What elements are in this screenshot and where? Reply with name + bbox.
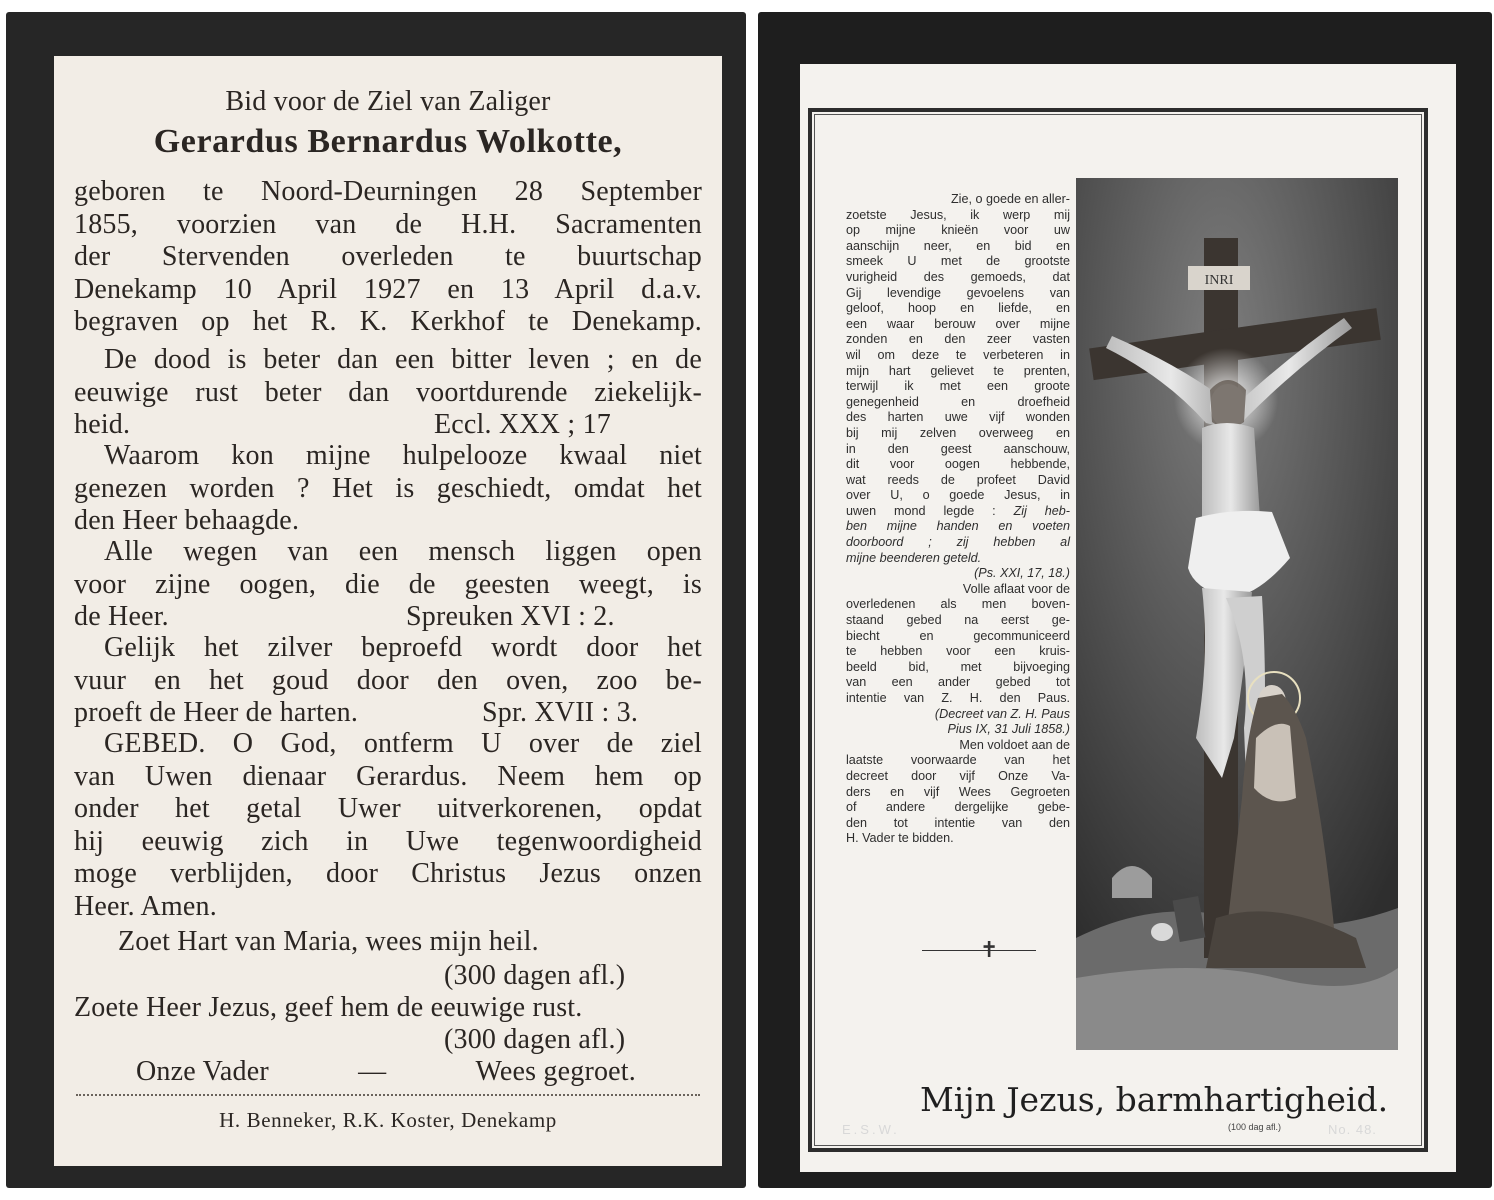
biography xyxy=(74,176,702,339)
prayer-line: Heer. Amen. xyxy=(74,890,217,922)
deceased-name: Gerardus Bernardus Wolkotte, xyxy=(153,123,623,160)
prayer-line: Gij levendige gevoelens van xyxy=(846,285,1070,300)
dotted-divider xyxy=(76,1094,700,1096)
verse-text: proeft de Heer de harten. xyxy=(74,697,359,728)
bio-line: geboren te Noord-Deurningen 28 September xyxy=(74,176,702,207)
verse-last-line xyxy=(74,697,702,730)
aspiration-maria: Zoet Hart van Maria, wees mijn heil. xyxy=(118,926,539,957)
bio-line: Denekamp 10 April 1927 en 13 April d.a.v. xyxy=(74,273,702,305)
verse-line: genezen worden ? Het is geschiedt, omdat het xyxy=(74,472,702,504)
prayer-line: van Uwen dienaar Gerardus. Neem hem op xyxy=(74,760,702,792)
printer-credit: H. Benneker, R.K. Koster, Denekamp xyxy=(219,1108,557,1132)
prayer-line: des harten uwe vijf wonden xyxy=(846,410,1070,425)
bio-line: 1855, voorzien van de H.H. Sacramenten xyxy=(74,208,702,240)
condition-text xyxy=(846,738,1070,847)
prayer-line: overledenen als men boven- xyxy=(846,597,1070,612)
prayer-line: op mijne knieën voor uw xyxy=(846,223,1070,238)
verse-last-line xyxy=(74,409,702,442)
verse-line: vuur en het goud door den oven, zoo be- xyxy=(74,664,702,696)
card-number: No. 48. xyxy=(1328,1122,1377,1137)
prayer-line: genegenheid en droefheid xyxy=(846,394,1070,409)
prayer-line: bij mij zelven overweeg en xyxy=(846,425,1070,440)
prayer-line: laatste voorwaarde van het xyxy=(846,753,1070,768)
indulgence-maria: (300 dagen afl.) xyxy=(444,960,626,991)
verse-reference: Spreuken XVI : 2. xyxy=(406,601,615,632)
memorial-card-right xyxy=(758,12,1492,1188)
prayer-line: of andere dergelijke gebe- xyxy=(846,800,1070,815)
crucifixion-image xyxy=(1076,178,1398,1050)
prayer-line: hij eeuwig zich in Uwe tegenwoordigheid xyxy=(74,825,702,857)
verse-line: De dood is beter dan een bitter leven ; en de xyxy=(104,344,702,375)
prayer-line: vurigheid des gemoeds, dat xyxy=(846,269,1070,284)
cross-ornament-icon: ✝ xyxy=(980,938,999,963)
prayer-line: ders en vijf Wees Gegroeten xyxy=(846,784,1070,799)
verse-eccl xyxy=(74,344,702,442)
decree-reference xyxy=(846,707,1070,738)
motto-indulgence: (100 dag afl.) xyxy=(1228,1122,1282,1132)
inri-sign: INRI xyxy=(1204,273,1234,288)
verse-reference: Spr. XVII : 3. xyxy=(482,697,639,728)
prayer-line: mijn hart gelievet te prenten, xyxy=(846,363,1070,378)
prayer-line-text: uwen mond legde : xyxy=(846,503,996,518)
prayer-gebed xyxy=(74,728,702,923)
aspiration-jezus: Zoete Heer Jezus, geef hem de eeuwige rust. xyxy=(74,992,583,1023)
publisher-mark: E.S.W. xyxy=(842,1122,900,1137)
verse-line: Waarom kon mijne hulpelooze kwaal niet xyxy=(104,440,702,471)
psalm-quote xyxy=(846,519,1070,581)
prayer-line: terwijl ik met een groote xyxy=(846,379,1070,394)
verse-spreuken xyxy=(74,536,702,634)
prayer-line: geloof, hoop en liefde, en xyxy=(846,301,1070,316)
prayer-line: decreet door vijf Onze Va- xyxy=(846,768,1070,783)
prayer-line: biecht en gecommuniceerd xyxy=(846,628,1070,643)
motto: Mijn Jezus, barmhartigheid. xyxy=(920,1080,1389,1119)
prayer-line: wil om deze te verbeteren in xyxy=(846,347,1070,362)
prayer-line: ben mijne handen en voeten xyxy=(846,519,1070,534)
prayer-line: Zie, o goede en aller- xyxy=(950,192,1070,206)
memorial-card-left xyxy=(6,12,746,1188)
closing-onze-vader: Onze Vader xyxy=(136,1056,269,1087)
prayer-line: (Decreet van Z. H. Paus xyxy=(934,706,1070,721)
card-text-panel xyxy=(54,56,722,1166)
prayer-text xyxy=(846,192,1070,504)
prayer-line-quote: Zij heb- xyxy=(1013,503,1071,518)
prayer-line: wat reeds de profeet David xyxy=(846,472,1070,487)
verse-line: Gelijk het zilver beproefd wordt door het xyxy=(104,632,702,663)
prayer-line: te hebben voor een kruis- xyxy=(846,644,1070,659)
prayer-line: aanschijn neer, en bid en xyxy=(846,238,1070,253)
prayer-line: GEBED. O God, ontferm U over de ziel xyxy=(104,728,702,759)
prayer-line: zonden en den zeer vasten xyxy=(846,332,1070,347)
closing-wees-gegroet: Wees gegroet. xyxy=(475,1056,636,1087)
card-heading: Bid voor de Ziel van Zaliger xyxy=(225,86,551,117)
prayer-line: intentie van Z. H. den Paus. xyxy=(846,691,1070,705)
indulgence-text xyxy=(846,582,1070,707)
prayer-line: moge verblijden, door Christus Jezus onzen xyxy=(74,858,702,889)
prayer-line: doorboord ; zij hebben al xyxy=(846,535,1070,550)
prayer-line: onder het getal Uwer uitverkorenen, opdat xyxy=(74,793,702,824)
prayer-line: van een ander gebed tot xyxy=(846,675,1070,690)
prayer-line xyxy=(846,504,1070,520)
prayer-line: beeld bid, met bijvoeging xyxy=(846,659,1070,674)
verse-line: eeuwige rust beter dan voortdurende ziekelijk- xyxy=(74,376,702,408)
prayer-line: Pius IX, 31 Juli 1858.) xyxy=(947,722,1070,737)
closing-dash: — xyxy=(358,1056,387,1087)
verse-last-line xyxy=(74,601,702,634)
prayer-line: mijne beenderen geteld. xyxy=(846,550,982,565)
indulgence-jezus: (300 dagen afl.) xyxy=(444,1024,626,1055)
verse-reference: Eccl. XXX ; 17 xyxy=(434,409,611,440)
card-image-panel xyxy=(800,64,1456,1172)
prayer-line: staand gebed na eerst ge- xyxy=(846,613,1070,628)
verse-line: Alle wegen van een mensch liggen open xyxy=(104,536,702,567)
verse-text: de Heer. xyxy=(74,601,169,632)
prayer-column xyxy=(846,192,1070,847)
bio-line: begraven op het R. K. Kerkhof te Denekamp. xyxy=(74,306,702,337)
prayer-line: dit voor oogen hebbende, xyxy=(846,457,1070,472)
bio-line: der Stervenden overleden te buurtschap xyxy=(74,241,702,272)
closing-prayers xyxy=(136,1056,636,1089)
verse-text: heid. xyxy=(74,409,131,440)
verse-line: den Heer behaagde. xyxy=(74,505,300,536)
prayer-line: den tot intentie van den xyxy=(846,815,1070,830)
prayer-line: zoetste Jesus, ik werp mij xyxy=(846,207,1070,222)
prayer-line: Men voldoet aan de xyxy=(959,737,1070,752)
prayer-line: smeek U met de grootste xyxy=(846,254,1070,269)
verse-waarom xyxy=(74,440,702,538)
prayer-line: in den geest aanschouw, xyxy=(846,441,1070,456)
prayer-line: H. Vader te bidden. xyxy=(846,831,954,846)
ornament-divider xyxy=(922,950,1036,951)
prayer-line: (Ps. XXI, 17, 18.) xyxy=(974,566,1070,581)
prayer-line: Volle aflaat voor de xyxy=(962,581,1070,596)
prayer-line: over U, o goede Jesus, in xyxy=(846,488,1070,503)
verse-line: voor zijne oogen, die de geesten weegt, is xyxy=(74,568,702,600)
prayer-line: een waar berouw over mijne xyxy=(846,316,1070,331)
verse-spr xyxy=(74,632,702,730)
